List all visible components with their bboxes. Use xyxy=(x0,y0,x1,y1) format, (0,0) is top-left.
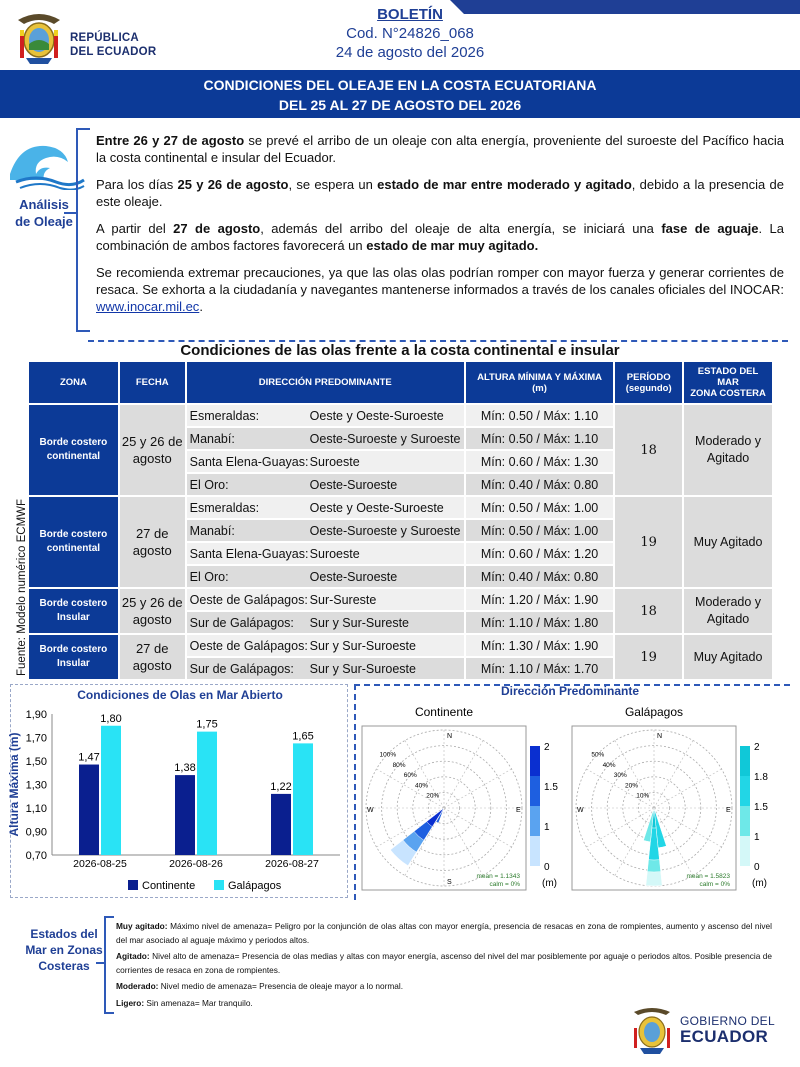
table-row xyxy=(28,588,773,611)
analysis-p2-bold-2: estado de mar entre moderado y agitado xyxy=(377,177,632,192)
period-cell: 18 xyxy=(614,588,683,634)
analysis-p2-text-2: , debido a la presencia de este oleaje. xyxy=(96,177,784,209)
location-name: Sur de Galápagos: xyxy=(189,661,294,676)
colorbar-tick: 1.8 xyxy=(754,772,768,783)
bulletin-date: 24 de agosto del 2026 xyxy=(335,44,485,61)
wave-conditions-table xyxy=(27,360,774,681)
sea-state-name: Ligero: xyxy=(116,997,145,1008)
government-line-2: ECUADOR xyxy=(680,1027,769,1046)
sea-state-line-2: Agitado xyxy=(706,612,750,626)
height-cell: Mín: 0.60 / Máx: 1.30 xyxy=(465,450,614,473)
zone-line-2: Insular xyxy=(57,612,90,623)
zone-cell xyxy=(28,634,119,680)
direction-value: Oeste y Oeste-Suroeste xyxy=(309,500,444,515)
legend-swatch xyxy=(214,880,224,890)
analysis-p3-text-2: . La combinación de ambos factores favorecerá un xyxy=(96,221,785,253)
compass-label: E xyxy=(516,807,521,814)
header-direccion: DIRECCIÓN PREDOMINANTE xyxy=(186,361,465,404)
zone-cell xyxy=(28,588,119,634)
compass-label: W xyxy=(367,807,374,814)
rose-calm: calm = 0% xyxy=(699,881,730,888)
rose-title: Galápagos xyxy=(624,705,684,719)
colorbar-unit: (m) xyxy=(542,878,557,889)
analysis-label-line-1: Análisis xyxy=(19,197,69,212)
sea-states-label xyxy=(18,926,110,974)
sea-state-line-1: Moderado y xyxy=(695,595,762,609)
direction-value: Oeste-Suroeste y Suroeste xyxy=(309,523,461,538)
direction-cell xyxy=(186,634,465,657)
compass-label: W xyxy=(577,807,584,814)
header-altura xyxy=(465,361,614,404)
sea-states-label-line-1: Estados del xyxy=(30,927,98,941)
direction-panel-title: Dirección Predominante xyxy=(500,684,640,698)
radial-label: 40% xyxy=(415,782,429,790)
colorbar-tick: 2 xyxy=(544,742,550,753)
sea-state-definition xyxy=(116,920,772,947)
location-name: Oeste de Galápagos: xyxy=(189,592,308,607)
coat-of-arms-icon xyxy=(14,10,64,66)
zone-line-2: continental xyxy=(46,451,101,462)
colorbar-segment xyxy=(740,806,750,836)
header-periodo xyxy=(614,361,683,404)
date-line-1: 25 y 26 de xyxy=(121,595,183,610)
location-name: Esmeraldas: xyxy=(189,408,260,423)
sea-states-label-line-2: Mar en Zonas xyxy=(25,943,103,957)
x-tick-label: 2026-08-26 xyxy=(169,858,223,870)
sea-state-definition xyxy=(116,980,772,994)
table-row xyxy=(28,634,773,657)
analysis-p3-bold-1: 27 de agosto xyxy=(173,221,261,236)
date-cell xyxy=(119,588,186,634)
header-estado-line-2: MAR xyxy=(717,377,739,388)
date-line-2: agosto xyxy=(132,451,172,466)
location-name: Esmeraldas: xyxy=(189,500,260,515)
date-line-1: 27 de xyxy=(135,641,169,656)
direction-value: Sur y Sur-Sureste xyxy=(309,615,409,630)
height-cell: Mín: 0.50 / Máx: 1.00 xyxy=(465,496,614,519)
direction-value: Suroeste xyxy=(309,454,360,469)
rose-title: Continente xyxy=(414,705,474,719)
y-tick-label: 1,90 xyxy=(25,709,47,721)
y-tick-label: 1,50 xyxy=(25,756,47,768)
height-cell: Mín: 0.40 / Máx: 0.80 xyxy=(465,473,614,496)
y-tick-label: 1,70 xyxy=(25,732,47,745)
zone-cell xyxy=(28,404,119,496)
height-cell: Mín: 0.60 / Máx: 1.20 xyxy=(465,542,614,565)
direction-value: Sur-Sureste xyxy=(309,592,377,607)
direction-cell xyxy=(186,473,465,496)
direction-value: Oeste-Suroeste xyxy=(309,569,398,584)
date-cell xyxy=(119,404,186,496)
open-sea-bar-chart xyxy=(0,700,350,900)
compass-label: N xyxy=(657,733,663,740)
y-tick-label: 0,90 xyxy=(25,826,47,839)
height-cell: Mín: 1.20 / Máx: 1.90 xyxy=(465,588,614,611)
bar xyxy=(197,732,217,855)
zone-line-1: Borde costero xyxy=(39,644,108,655)
y-axis-title: Altura Máxima (m) xyxy=(7,732,21,837)
bar-value-label: 1,22 xyxy=(270,780,292,793)
page-title xyxy=(0,70,800,118)
analysis-p1-text: se prevé el arribo de un oleaje con alta energía, proveniente del suroeste del Pacífico hacia la costa continental e insular del Ecuador. xyxy=(96,133,784,165)
table-title: Condiciones de las olas frente a la costa continental e insular xyxy=(180,342,620,359)
colorbar-unit: (m) xyxy=(752,878,767,889)
sea-states-label-line-3: Costeras xyxy=(38,959,90,973)
wave-icon xyxy=(6,134,86,190)
sea-state-line-1: Moderado y xyxy=(695,434,762,448)
y-tick-label: 0,70 xyxy=(25,850,47,862)
zone-line-1: Borde costero xyxy=(39,529,108,540)
sea-state-line-1: Muy Agitado xyxy=(693,534,763,549)
table-row xyxy=(28,496,773,519)
compass-label: E xyxy=(726,807,731,814)
analysis-p3-bold-2: fase de aguaje xyxy=(661,221,759,236)
sea-state-description: Nivel alto de amenaza= Presencia de olas medias y altas con mayor energía, ascenso del nivel del mar posiblemente por aguaje o periodos altos. Posible presencia de corrientes de resaca en zona de rompientes. xyxy=(116,951,772,975)
colorbar-segment xyxy=(530,776,540,806)
y-tick-label: 1,10 xyxy=(25,803,47,815)
sea-state-cell xyxy=(683,404,773,496)
header-estado xyxy=(683,361,773,404)
height-cell: Mín: 1.10 / Máx: 1.70 xyxy=(465,657,614,680)
analysis-label-line-2: de Oleaje xyxy=(15,214,73,229)
header-periodo-line-1: PERÍODO xyxy=(626,371,671,383)
sea-state-description: Máximo nivel de amenaza= Peligro por la conjunción de olas altas con mayor energía, presencia de resacas en zona de rompientes, aumento y ascenso del nivel del mar asociado al aguaje máximo y periodos altos. xyxy=(116,921,772,945)
sea-states-definitions xyxy=(116,920,772,1013)
colorbar-segment xyxy=(740,776,750,806)
direction-value: Suroeste xyxy=(309,546,360,561)
legend-label: Continente xyxy=(142,880,196,892)
analysis-bracket xyxy=(76,128,90,332)
header-zona: ZONA xyxy=(28,361,119,404)
location-name: Oeste de Galápagos: xyxy=(189,638,308,653)
bulletin-label: BOLETÍN xyxy=(377,6,443,23)
location-name: El Oro: xyxy=(189,477,229,492)
date-cell xyxy=(119,634,186,680)
bar xyxy=(101,726,121,855)
analysis-p3-bold-3: estado de mar muy agitado. xyxy=(366,238,539,253)
compass-label: N xyxy=(447,733,453,740)
date-line-2: agosto xyxy=(132,543,172,558)
analysis-p4-text-0: Se recomienda extremar precauciones, ya que las olas olas podrían romper con mayor fuerza y generar corrientes de resaca. Se exhorta a la ciudadanía y navegantes mantenerse informados a través de los canales oficiales del INOCAR: xyxy=(96,265,784,297)
period-cell: 19 xyxy=(614,634,683,680)
table-row xyxy=(28,404,773,427)
rose-mean: mean = 1.5823 xyxy=(686,873,730,880)
analysis-text xyxy=(96,132,784,325)
source-label: Fuente: Modelo numérico ECMWF xyxy=(16,498,28,676)
analysis-p2-text-0: Para los días xyxy=(96,177,178,192)
colorbar-segment xyxy=(530,836,540,866)
analysis-paragraph-2 xyxy=(96,176,784,210)
zone-line-1: Borde costero xyxy=(39,437,108,448)
radial-label: 80% xyxy=(392,761,406,769)
sea-state-line-1: Muy Agitado xyxy=(693,649,763,664)
location-name: Sur de Galápagos: xyxy=(189,615,294,630)
compass-label: S xyxy=(447,879,452,886)
radial-label: 40% xyxy=(602,761,616,769)
zone-cell xyxy=(28,496,119,588)
analysis-p1-bold: Entre 26 y 27 de agosto xyxy=(96,133,245,148)
bulletin-code: Cod. N°24826_068 xyxy=(346,25,474,42)
analysis-p3-text-1: , además del arribo del oleaje de alta energía, se iniciará una xyxy=(260,221,662,236)
zone-line-1: Borde costero xyxy=(39,598,108,609)
colorbar-tick: 1.5 xyxy=(754,802,768,813)
location-name: Manabí: xyxy=(189,431,235,446)
radial-label: 30% xyxy=(613,772,627,780)
bar xyxy=(175,775,195,855)
direction-cell xyxy=(186,542,465,565)
radial-label: 20% xyxy=(625,782,639,790)
colorbar-tick: 2 xyxy=(754,742,760,753)
location-name: El Oro: xyxy=(189,569,229,584)
sea-state-cell xyxy=(683,588,773,634)
analysis-p4-text-1: . xyxy=(199,299,203,314)
rose-mean: mean = 1.1343 xyxy=(476,873,520,880)
radial-label: 100% xyxy=(379,751,397,759)
colorbar-segment xyxy=(530,746,540,776)
open-sea-chart-title: Condiciones de Olas en Mar Abierto xyxy=(77,688,283,702)
height-cell: Mín: 0.50 / Máx: 1.10 xyxy=(465,427,614,450)
header-estado-line-3: ZONA COSTERA xyxy=(690,388,766,399)
bar-value-label: 1,47 xyxy=(78,751,100,764)
height-cell: Mín: 0.50 / Máx: 1.10 xyxy=(465,404,614,427)
radial-label: 60% xyxy=(403,772,417,780)
bar xyxy=(79,765,99,855)
date-line-2: agosto xyxy=(132,612,172,627)
header-altura-line-1: ALTURA MÍNIMA Y MÁXIMA xyxy=(477,371,602,383)
sea-state-description: Sin amenaza= Mar tranquilo. xyxy=(144,997,253,1008)
radial-label: 20% xyxy=(426,792,440,800)
sea-state-name: Agitado: xyxy=(116,951,150,961)
sea-state-line-2: Agitado xyxy=(706,451,750,465)
sea-states-bracket xyxy=(104,916,114,1014)
analysis-paragraph-1 xyxy=(96,132,784,166)
analysis-p2-bold-1: 25 y 26 de agosto xyxy=(177,177,289,192)
page-title-line-1: CONDICIONES DEL OLEAJE EN LA COSTA ECUATORIANA xyxy=(203,77,597,93)
bar xyxy=(293,743,313,855)
period-cell: 18 xyxy=(614,404,683,496)
date-line-1: 25 y 26 de xyxy=(121,434,183,449)
direction-value: Oeste-Suroeste xyxy=(309,477,398,492)
zone-line-2: Insular xyxy=(57,658,90,669)
direction-cell xyxy=(186,519,465,542)
analysis-p3-text-0: A partir del xyxy=(96,221,174,236)
legend-label: Galápagos xyxy=(228,880,282,892)
legend-swatch xyxy=(128,880,138,890)
analysis-p2-text-1: , se espera un xyxy=(288,177,378,192)
bar-value-label: 1,38 xyxy=(174,762,196,775)
header-fecha: FECHA xyxy=(119,361,186,404)
sea-state-description: Nivel medio de amenaza= Presencia de oleaje mayor a lo normal. xyxy=(158,981,404,991)
height-cell: Mín: 0.50 / Máx: 1.00 xyxy=(465,519,614,542)
colorbar-segment xyxy=(740,836,750,866)
header-altura-line-2: (m) xyxy=(532,382,547,394)
direction-cell xyxy=(186,611,465,634)
zone-line-2: continental xyxy=(46,543,101,554)
analysis-paragraph-3 xyxy=(96,220,784,254)
header-periodo-line-2: (segundo) xyxy=(625,382,672,394)
header-estado-line-1: ESTADO DEL xyxy=(697,366,759,377)
country-line-2: DEL ECUADOR xyxy=(70,46,157,58)
colorbar-segment xyxy=(740,746,750,776)
direction-value: Oeste-Suroeste y Suroeste xyxy=(309,431,461,446)
direction-cell xyxy=(186,427,465,450)
location-name: Manabí: xyxy=(189,523,235,538)
height-cell: Mín: 1.30 / Máx: 1.90 xyxy=(465,634,614,657)
sea-state-name: Muy agitado: xyxy=(116,921,168,931)
colorbar-tick: 0 xyxy=(754,862,760,873)
x-tick-label: 2026-08-25 xyxy=(73,858,127,870)
colorbar-tick: 1.5 xyxy=(544,782,558,793)
bar-value-label: 1,80 xyxy=(100,712,122,725)
page-title-line-2: DEL 25 AL 27 DE AGOSTO DEL 2026 xyxy=(278,97,522,113)
location-name: Santa Elena-Guayas: xyxy=(189,454,309,469)
colorbar-tick: 0 xyxy=(544,862,550,873)
country-name xyxy=(70,31,156,59)
direction-value: Sur y Sur-Suroeste xyxy=(309,638,416,653)
height-cell: Mín: 1.10 / Máx: 1.80 xyxy=(465,611,614,634)
direction-cell xyxy=(186,657,465,680)
colorbar-segment xyxy=(530,806,540,836)
date-line-2: agosto xyxy=(132,658,172,673)
date-cell xyxy=(119,496,186,588)
analysis-paragraph-4 xyxy=(96,264,784,315)
direction-value: Oeste y Oeste-Suroeste xyxy=(309,408,444,423)
table-header-row xyxy=(28,361,773,404)
galapagos-rose-chart xyxy=(566,700,782,900)
radial-label: 50% xyxy=(591,751,605,759)
colorbar-tick: 1 xyxy=(754,832,760,843)
bulletin-info xyxy=(260,6,560,62)
direction-cell xyxy=(186,565,465,588)
inocar-link[interactable]: www.inocar.mil.ec xyxy=(96,299,200,314)
sea-state-definition xyxy=(116,950,772,977)
direction-cell xyxy=(186,450,465,473)
colorbar-tick: 1 xyxy=(544,822,550,833)
period-cell: 19 xyxy=(614,496,683,588)
sea-state-cell xyxy=(683,634,773,680)
direction-cell xyxy=(186,496,465,519)
location-name: Santa Elena-Guayas: xyxy=(189,546,309,561)
continent-rose-chart xyxy=(356,700,572,900)
bar-value-label: 1,75 xyxy=(196,718,218,731)
government-line-1: GOBIERNO DEL xyxy=(680,1014,775,1028)
bar-value-label: 1,65 xyxy=(292,730,314,743)
radial-label: 10% xyxy=(636,792,650,800)
rose-calm: calm = 0% xyxy=(489,881,520,888)
header xyxy=(0,0,800,76)
date-line-1: 27 de xyxy=(135,526,169,541)
country-line-1: REPÚBLICA xyxy=(70,32,139,44)
y-tick-label: 1,30 xyxy=(25,779,47,792)
direction-cell xyxy=(186,588,465,611)
x-tick-label: 2026-08-27 xyxy=(265,858,319,870)
height-cell: Mín: 0.40 / Máx: 0.80 xyxy=(465,565,614,588)
sea-state-cell xyxy=(683,496,773,588)
sea-state-name: Moderado: xyxy=(116,981,159,991)
direction-cell xyxy=(186,404,465,427)
direction-value: Sur y Sur-Suroeste xyxy=(309,661,416,676)
bar xyxy=(271,794,291,855)
